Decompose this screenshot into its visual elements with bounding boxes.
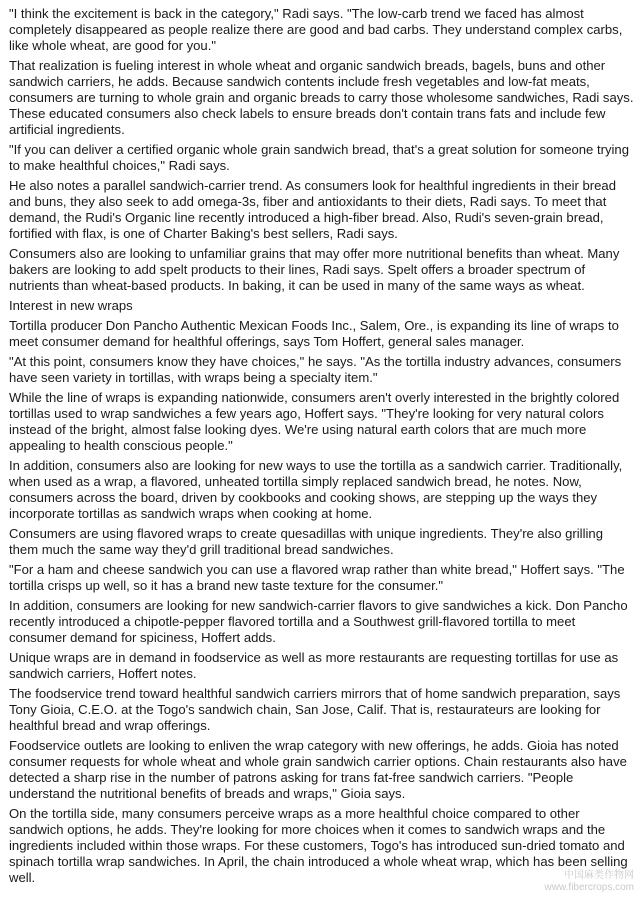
paragraph: The foodservice trend toward healthful sandwich carriers mirrors that of home sandwich preparation, says Tony Gioia, C.E.O. at the Togo's sandwich chain, San Jose, Calif. That is, restaurateurs are looking for healthful bread and wrap offerings. [9, 686, 621, 733]
paragraph: "For a ham and cheese sandwich you can use a flavored wrap rather than white bread," Hoffert says. "The tortilla crisps up well, so it has a brand new taste texture for the consumer." [9, 562, 625, 593]
paragraph: "If you can deliver a certified organic whole grain sandwich bread, that's a great solution for someone trying to make healthful choices," Radi says. [9, 142, 629, 173]
section-heading: Interest in new wraps [9, 298, 133, 313]
paragraph: Tortilla producer Don Pancho Authentic Mexican Foods Inc., Salem, Ore., is expanding its line of wraps to meet consumer demand for healthful offerings, says Tom Hoffert, general sales manager. [9, 318, 619, 349]
paragraph: In addition, consumers are looking for new sandwich-carrier flavors to give sandwiches a kick. Don Pancho recently introduced a chipotle-pepper flavored tortilla and a Southwest grill-flavored tortilla to meet consumer demand for spiciness, Hoffert adds. [9, 598, 628, 645]
site-watermark [545, 870, 634, 894]
paragraph: He also notes a parallel sandwich-carrier trend. As consumers look for healthful ingredients in their bread and buns, they also seek to add omega-3s, fiber and antioxidants to their diets, Radi says. To meet that demand, the Rudi's Organic line recently introduced a high-fiber bread. Also, Rudi's seven-grain bread, fortified with flax, is one of Charter Baking's best sellers, Radi says. [9, 178, 616, 241]
paragraph: That realization is fueling interest in whole wheat and organic sandwich breads, bagels, buns and other sandwich carriers, he adds. Because sandwich contents include fresh vegetables and low-fat meats, consumers are turning to whole grain and organic breads to carry those wholesome sandwiches, Radi says. These educated consumers also check labels to ensure breads don't contain trans fats and include few artificial ingredients. [9, 58, 634, 137]
paragraph: Foodservice outlets are looking to enliven the wrap category with new offerings, he adds. Gioia has noted consumer requests for whole wheat and whole grain sandwich carrier options. Chain restaurants also have detected a sharp rise in the number of patrons asking for trans fat-free sandwich carriers. "People understand the nutritional benefits of breads and wraps," Gioia says. [9, 738, 627, 801]
watermark-url: www.fibercrops.com [544, 882, 634, 893]
paragraph: In addition, consumers also are looking for new ways to use the tortilla as a sandwich carrier. Traditionally, when used as a wrap, a flavored, unheated tortilla simply replaced sandwich bread, he notes. Now, consumers across the board, driven by cookbooks and cooking shows, are stepping up the ways they incorporate tortillas as sandwich wraps when cooking at home. [9, 458, 623, 521]
paragraph: "At this point, consumers know they have choices," he says. "As the tortilla industry advances, consumers have seen variety in tortillas, with wraps being a specialty item." [9, 354, 622, 385]
article-body [9, 6, 634, 890]
paragraph: On the tortilla side, many consumers perceive wraps as a more healthful choice compared to other sandwich options, he adds. They're looking for more choices when it comes to sandwich wraps and the ingredients included within those wraps. For these customers, Togo's has introduced sun-dried tomato and spinach tortilla wrap sandwiches. In April, the chain introduced a whole wheat wrap, which has been selling well. [9, 806, 628, 885]
paragraph: Consumers also are looking to unfamiliar grains that may offer more nutritional benefits than wheat. Many bakers are looking to add spelt products to their lines, Radi says. Spelt offers a broader spectrum of nutrients than wheat-based products. In baking, it can be used in many of the same ways as wheat. [9, 246, 620, 293]
paragraph: While the line of wraps is expanding nationwide, consumers aren't overly interested in the brightly colored tortillas used to wrap sandwiches a few years ago, Hoffert says. "They're looking for very natural colors instead of the bright, almost false looking dyes. We're using natural earth colors that are much more appealing to health conscious people." [9, 390, 620, 453]
paragraph: Consumers are using flavored wraps to create quesadillas with unique ingredients. They're also grilling them much the same way they'd grill traditional bread sandwiches. [9, 526, 603, 557]
watermark-title: 中国麻类作物网 [564, 870, 634, 881]
paragraph: Unique wraps are in demand in foodservice as well as more restaurants are requesting tortillas for use as sandwich carriers, Hoffert notes. [9, 650, 619, 681]
paragraph: "I think the excitement is back in the category," Radi says. "The low-carb trend we faced has almost completely disappeared as people realize there are good and bad carbs. They understand complex carbs, like whole wheat, are good for you." [9, 6, 623, 53]
